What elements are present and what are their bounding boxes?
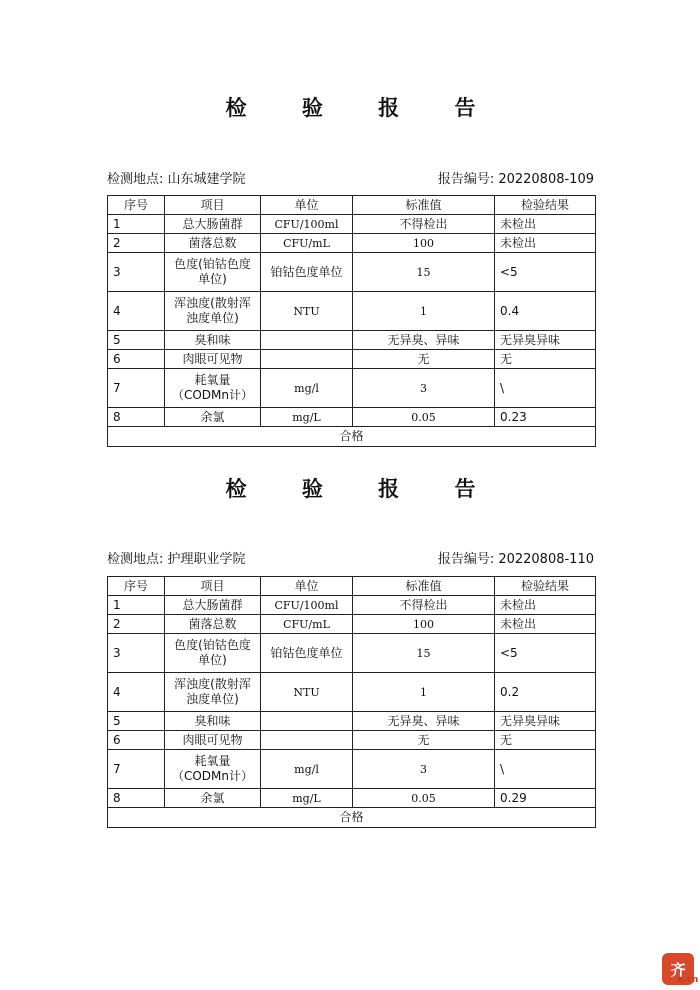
row-unit: CFU/mL	[261, 615, 353, 634]
row-index: 6	[108, 731, 165, 750]
table-row	[108, 350, 596, 369]
row-result: 0.4	[495, 292, 596, 331]
row-index: 8	[108, 789, 165, 808]
row-result: 未检出	[495, 234, 596, 253]
row-result: 0.29	[495, 789, 596, 808]
table-row	[108, 253, 596, 292]
row-item: 臭和味	[165, 331, 261, 350]
row-unit	[261, 712, 353, 731]
row-index: 7	[108, 750, 165, 789]
header-standard: 标准值	[353, 577, 495, 596]
table-row	[108, 215, 596, 234]
table-row	[108, 331, 596, 350]
row-result: 0.2	[495, 673, 596, 712]
header-item: 项目	[165, 577, 261, 596]
row-unit: CFU/mL	[261, 234, 353, 253]
row-item: 臭和味	[165, 712, 261, 731]
row-standard: 15	[353, 634, 495, 673]
row-standard: 3	[353, 369, 495, 408]
row-item: 色度(铂钴色度单位)	[165, 634, 261, 673]
row-result: 0.23	[495, 408, 596, 427]
row-result: 无异臭异味	[495, 331, 596, 350]
table-row	[108, 234, 596, 253]
row-item: 浑浊度(散射浑浊度单位)	[165, 673, 261, 712]
row-result: \	[495, 369, 596, 408]
row-unit: mg/l	[261, 750, 353, 789]
row-index: 4	[108, 292, 165, 331]
row-result: 未检出	[495, 615, 596, 634]
row-index: 3	[108, 253, 165, 292]
row-unit: 铂钴色度单位	[261, 634, 353, 673]
table-row	[108, 615, 596, 634]
table-row	[108, 369, 596, 408]
conclusion-row	[108, 808, 596, 828]
row-unit: CFU/100ml	[261, 215, 353, 234]
row-item: 肉眼可见物	[165, 731, 261, 750]
results-table	[107, 195, 596, 447]
row-standard: 1	[353, 292, 495, 331]
row-result: <5	[495, 253, 596, 292]
row-item: 肉眼可见物	[165, 350, 261, 369]
row-result: 未检出	[495, 596, 596, 615]
row-standard: 100	[353, 615, 495, 634]
row-standard: 无异臭、异味	[353, 331, 495, 350]
report-title: 检 验 报 告	[225, 476, 500, 501]
row-item: 耗氧量（CODMn计）	[165, 750, 261, 789]
header-unit: 单位	[261, 196, 353, 215]
row-item: 总大肠菌群	[165, 215, 261, 234]
row-index: 1	[108, 215, 165, 234]
row-standard: 3	[353, 750, 495, 789]
report-title: 检 验 报 告	[225, 95, 500, 120]
header-item: 项目	[165, 196, 261, 215]
header-standard: 标准值	[353, 196, 495, 215]
watermark-site: e.cn	[677, 975, 699, 985]
row-unit	[261, 350, 353, 369]
row-result: <5	[495, 634, 596, 673]
row-index: 5	[108, 331, 165, 350]
row-index: 6	[108, 350, 165, 369]
conclusion: 合格	[108, 427, 596, 447]
table-row	[108, 408, 596, 427]
row-item: 总大肠菌群	[165, 596, 261, 615]
location: 检测地点: 山东城建学院	[107, 172, 246, 187]
row-result: 无异臭异味	[495, 712, 596, 731]
row-standard: 无异臭、异味	[353, 712, 495, 731]
row-index: 4	[108, 673, 165, 712]
row-index: 3	[108, 634, 165, 673]
row-unit: 铂钴色度单位	[261, 253, 353, 292]
report-number: 报告编号: 20220808-109	[437, 172, 594, 187]
row-standard: 15	[353, 253, 495, 292]
row-item: 余氯	[165, 408, 261, 427]
row-standard: 无	[353, 731, 495, 750]
row-unit: mg/L	[261, 789, 353, 808]
header-index: 序号	[108, 196, 165, 215]
row-unit: mg/l	[261, 369, 353, 408]
table-row	[108, 292, 596, 331]
row-index: 7	[108, 369, 165, 408]
conclusion-row	[108, 427, 596, 447]
row-index: 2	[108, 234, 165, 253]
conclusion: 合格	[108, 808, 596, 828]
row-unit	[261, 331, 353, 350]
row-result: 无	[495, 731, 596, 750]
row-unit: CFU/100ml	[261, 596, 353, 615]
row-result: \	[495, 750, 596, 789]
table-row	[108, 731, 596, 750]
header-unit: 单位	[261, 577, 353, 596]
row-item: 菌落总数	[165, 615, 261, 634]
row-item: 浑浊度(散射浑浊度单位)	[165, 292, 261, 331]
row-standard: 不得检出	[353, 215, 495, 234]
row-unit: NTU	[261, 292, 353, 331]
row-index: 1	[108, 596, 165, 615]
row-index: 5	[108, 712, 165, 731]
header-result: 检验结果	[495, 577, 596, 596]
row-result: 未检出	[495, 215, 596, 234]
row-standard: 无	[353, 350, 495, 369]
row-unit: NTU	[261, 673, 353, 712]
row-result: 无	[495, 350, 596, 369]
report-number: 报告编号: 20220808-110	[437, 552, 594, 567]
row-standard: 100	[353, 234, 495, 253]
row-unit	[261, 731, 353, 750]
row-standard: 0.05	[353, 789, 495, 808]
table-row	[108, 712, 596, 731]
table-row	[108, 789, 596, 808]
row-item: 色度(铂钴色度单位)	[165, 253, 261, 292]
row-item: 耗氧量（CODMn计）	[165, 369, 261, 408]
row-index: 2	[108, 615, 165, 634]
row-standard: 1	[353, 673, 495, 712]
table-row	[108, 634, 596, 673]
row-unit: mg/L	[261, 408, 353, 427]
results-table	[107, 576, 596, 828]
row-standard: 0.05	[353, 408, 495, 427]
row-item: 菌落总数	[165, 234, 261, 253]
row-index: 8	[108, 408, 165, 427]
location: 检测地点: 护理职业学院	[107, 552, 246, 567]
watermark-logo: 齐	[662, 953, 694, 985]
table-row	[108, 596, 596, 615]
table-row	[108, 673, 596, 712]
table-row	[108, 750, 596, 789]
header-index: 序号	[108, 577, 165, 596]
row-item: 余氯	[165, 789, 261, 808]
header-result: 检验结果	[495, 196, 596, 215]
row-standard: 不得检出	[353, 596, 495, 615]
